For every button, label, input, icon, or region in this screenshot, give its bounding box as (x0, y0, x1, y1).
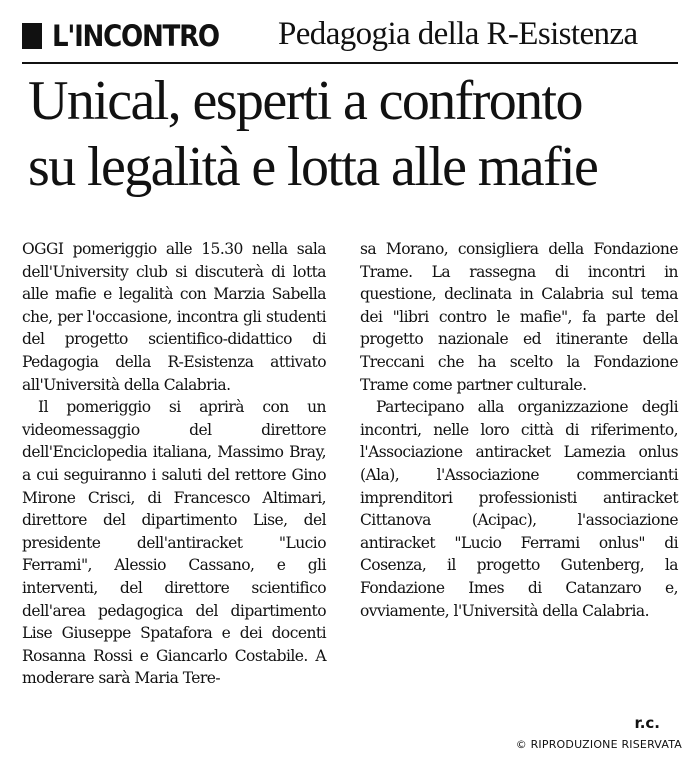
article-paragraph: sa Morano, consigliera della Fondazione Trame. La rassegna di incontri in questione, declinata in Calabria sul tema dei "libri contro le mafie", fa parte del progetto nazionale ed itinerante della Treccani che ha scelto la Fondazione Trame come partner culturale. (360, 240, 678, 394)
section-kicker (22, 16, 638, 56)
article-paragraph: Il pomeriggio si aprirà con un videomessaggio del direttore dell'Enciclopedia italiana, Massimo Bray, a cui seguiranno i saluti del rettore Gino Mirone Crisci, di Francesco Altimari, direttore del dipartimento Lise, del presidente dell'antiracket "Lucio Ferrami", Alessio Cassano, e gli interventi, del direttore scientifico dell'area pedagogica del dipartimento Lise Giuseppe Spatafora e dei docenti Rosanna Rossi e Giancarlo Costabile. A moderare sarà Maria Tere- (22, 398, 326, 688)
headline (28, 68, 678, 200)
article-column-left (22, 238, 326, 690)
copyright-notice: © RIPRODUZIONE RISERVATA (515, 738, 682, 751)
article-paragraph: OGGI pomeriggio alle 15.30 nella sala dell'University club si discuterà di lotta alle mafie e legalità con Marzia Sabella che, per l'occasione, incontra gli studenti del progetto scientifico-didattico di Pedagogia della R-Esistenza attivato all'Università della Calabria. (22, 240, 326, 394)
kicker-square-icon (22, 23, 42, 49)
kicker-label: L'INCONTRO (52, 19, 219, 53)
article-paragraph: Partecipano alla organizzazione degli incontri, nelle loro città di riferimento, l'Associazione antiracket Lamezia onlus (Ala), l'Associazione commercianti imprenditori professionisti antiracket Cittanova (Acipac), l'associazione antiracket "Lucio Ferrami onlus" di Cosenza, il progetto Gutenberg, la Fondazione Imes di Catanzaro e, ovviamente, l'Università della Calabria. (360, 398, 678, 620)
headline-line-1: Unical, esperti a confronto (28, 70, 582, 132)
author-signature: r.c. (634, 714, 660, 732)
kicker-subtitle: Pedagogia della R-Esistenza (278, 16, 638, 52)
headline-line-2: su legalità e lotta alle mafie (28, 136, 598, 198)
header-rule (22, 62, 678, 64)
article-column-right (360, 238, 678, 622)
